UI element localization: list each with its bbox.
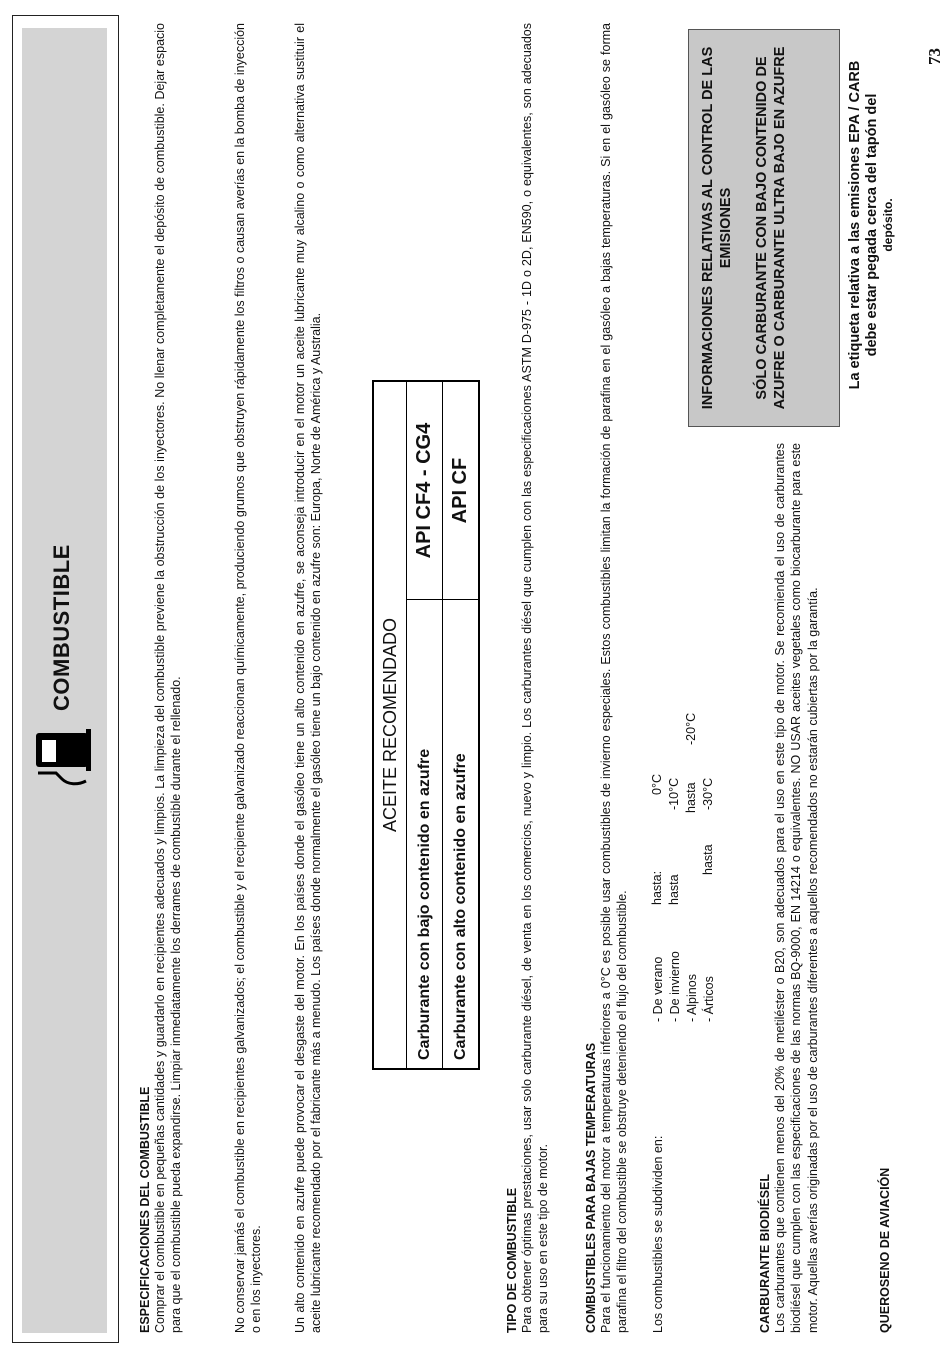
table-header: ACEITE RECOMENDADO	[373, 381, 407, 1069]
fuel-type-paragraph: Para obtener óptimas prestaciones, usar solo carburante diésel, de venta en los comercios, nuevo y limpio. Los carburantes diésel que cumplen con las especificaciones ASTM D-975 - 1D o 2D, EN590, o equivalentes, son adecuados para su uso en este tipo de motor.	[520, 23, 551, 1333]
epa-label-subtext: depósito.	[881, 198, 895, 252]
list-item: - Árticos	[702, 976, 716, 1022]
fuel-specs-paragraph-2: No conservar jamás el combustible en recipientes galvanizados; el combustible y el recipiente galvanizado reaccionan químicamente, produciendo grumos que obstruyen rápidamente los filtros o causan averías en la bomba de inyección o en los inyectores.	[233, 23, 264, 1333]
fuel-pump-icon	[32, 729, 92, 787]
hasta-label: hasta	[667, 874, 681, 905]
temperature-value: -20°C	[684, 712, 698, 745]
recommended-oil-table	[372, 380, 480, 1070]
temperature-value: 0°C	[650, 774, 664, 795]
low-temp-paragraph: Para el funcionamiento del motor a temperaturas inferiores a 0°C es posible usar combustibles de invierno especiales. Estos combustibles limitan la formación de parafina en el gasóleo a bajas temperaturas. Si en el gasóleo se forma parafina el filtro del combustible se obstruye deteniendo el flujo del combustible.	[599, 23, 630, 1333]
epa-label-note	[847, 45, 896, 405]
temperature-value: -30°C	[701, 777, 715, 810]
page-number: 73	[925, 48, 944, 65]
biodiesel-heading: CARBURANTE BIODIÉSEL	[758, 1173, 772, 1333]
table-row	[443, 381, 480, 1069]
fuel-specs-heading: ESPECIFICACIONES DEL COMBUSTIBLE	[138, 1086, 152, 1333]
hasta-label: hasta:	[650, 870, 664, 905]
hasta-label: hasta	[701, 844, 715, 875]
table-row	[407, 381, 443, 1069]
page-title: COMBUSTIBLE	[49, 544, 74, 711]
list-item: - Alpinos	[685, 974, 699, 1022]
fuel-subdivision-intro: Los combustibles se subdividen en:	[651, 1135, 665, 1333]
kerosene-heading: QUEROSENO DE AVIACIÓN	[878, 1167, 892, 1333]
low-sulfur-warning: SÓLO CARBURANTE CON BAJO CONTENIDO DE AZUFRE O CARBURANTE ULTRA BAJO EN AZUFRE	[754, 46, 788, 410]
temperature-value: -10°C	[667, 777, 681, 810]
fuel-specs-paragraph-3: Un alto contenido en azufre puede provocar el desgaste del motor. En los países donde el gasóleo tiene un alto contenido en azufre, se aconseja introducir en el motor un aceite lubricante muy alcalino o como alternativa sustituir el aceite lubricante recomendado por el fabricante más a menudo. Los países donde normalmente el gasóleo tiene un bajo contenido en azufre son: Europa, Norte de América y Australia.	[293, 23, 324, 1333]
fuel-specs-paragraph-1: Comprar el combustible en pequeñas cantidades y guardarlo en recipientes adecuados y limpios. La limpieza del combustible previene la obstrucción de los inyectores. No llenar completamente el depósito de combustible. Dejar espacio para que el combustible pueda expandirse. Limpiar inmediatamente los derrames de combustible durante el rellenado.	[153, 23, 184, 1333]
low-temp-heading: COMBUSTIBLES PARA BAJAS TEMPERATURAS	[584, 1042, 598, 1333]
oil-spec-cell: API CF4 - CG4	[407, 381, 443, 600]
emissions-title: INFORMACIONES RELATIVAS AL CONTROL DE LAS EMISIONES	[700, 46, 734, 410]
epa-label-text: La etiqueta relativa a las emisiones EPA / CARB debe estar pegada cerca del tapón del	[847, 60, 880, 390]
hasta-label: hasta	[684, 782, 698, 813]
fuel-type-cell: Carburante con alto contenido en azufre	[443, 600, 480, 1069]
page-header	[32, 457, 92, 787]
emissions-info-box	[688, 29, 840, 427]
fuel-type-cell: Carburante con bajo contenido en azufre	[407, 600, 443, 1069]
list-item: - De verano	[651, 956, 665, 1022]
list-item: - De invierno	[668, 951, 682, 1022]
biodiesel-paragraph: Los carburantes que contienen menos del 20% de metiléster o B20, son adecuados para el uso en este tipo de motor. Se recomienda el uso de carburantes biodiésel que cumplen con las especificaciones de las normas BQ-9000, EN 14214 o equivalentes. NO USAR aceites vegetales como biocarburante para este motor. Aquellas averías originadas por el uso de carburantes diferentes a aquellos recomendados no estarán cubiertas por la garantía.	[773, 443, 820, 1333]
oil-spec-cell: API CF	[443, 381, 480, 600]
table-header-row	[373, 381, 407, 1069]
fuel-type-heading: TIPO DE COMBUSTIBLE	[505, 1187, 519, 1333]
